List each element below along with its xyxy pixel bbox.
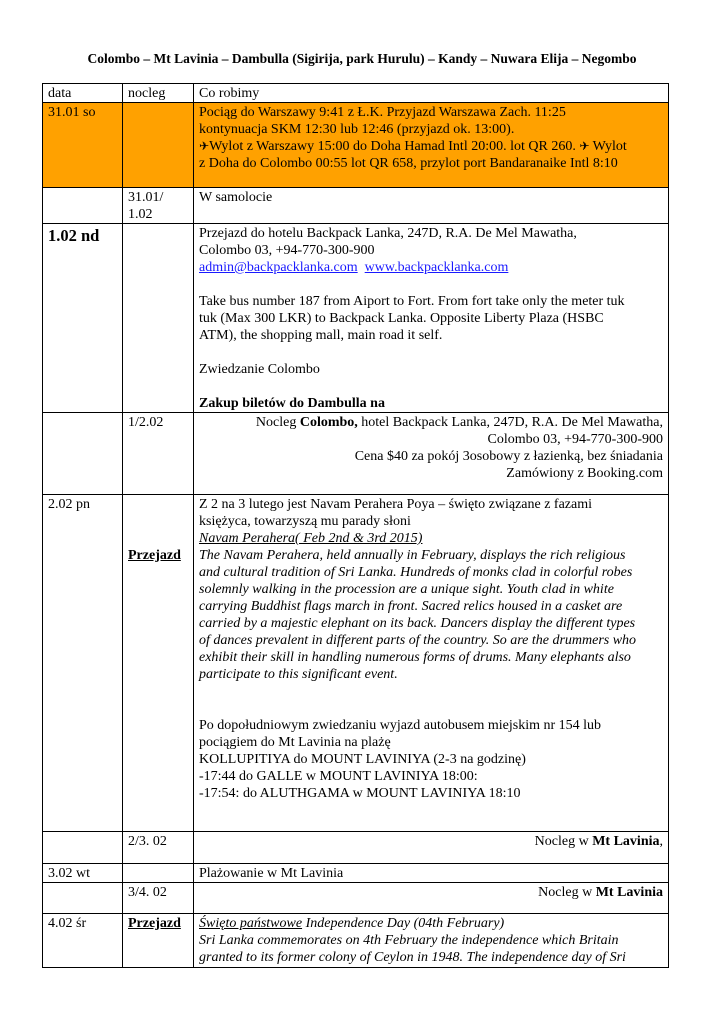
plan-cell: W samolocie <box>194 188 669 224</box>
text-line: of dances prevalent in different parts of the country. So are the drummers who <box>199 633 637 648</box>
night-cell: 2/3. 02 <box>123 832 194 864</box>
header-row <box>43 84 669 103</box>
text-line: Zakup biletów do Dambulla na <box>199 396 385 411</box>
date-cell <box>43 188 123 224</box>
plan-cell: Nocleg w Mt Lavinia, <box>194 832 669 864</box>
table-row <box>43 883 669 914</box>
text-line: księżyca, towarzyszą mu parady słoni <box>199 514 411 529</box>
table-row <box>43 224 669 413</box>
text-line: ✈Wylot z Warszawy 15:00 do Doha Hamad Intl 20:00. lot QR 260. ✈ Wylot <box>199 139 627 154</box>
text-line: participate to this significant event. <box>199 667 398 682</box>
table-row <box>43 103 669 188</box>
text-line: Sri Lanka commemorates on 4th February the independence which Britain <box>199 933 619 948</box>
text-line: Cena $40 za pokój 3osobowy z łazienką, bez śniadania <box>354 449 663 464</box>
text-line: KOLLUPITIYA do MOUNT LAVINIYA (2-3 na godzinę) <box>199 752 526 767</box>
plan-cell <box>194 495 669 832</box>
text-line: The Navam Perahera, held annually in February, displays the rich religious <box>199 548 626 563</box>
text-line: and cultural tradition of Sri Lanka. Hundreds of monks clad in colorful robes <box>199 565 633 580</box>
text-line: kontynuacja SKM 12:30 lub 12:46 (przyjazd ok. 13:00). <box>199 122 515 137</box>
plan-cell: Nocleg w Mt Lavinia <box>194 883 669 914</box>
date-cell <box>43 832 123 864</box>
text-line: carrying Buddhist flags march in front. Sacred relics housed in a casket are <box>199 599 623 614</box>
text-line: Pociąg do Warszawy 9:41 z Ł.K. Przyjazd Warszawa Zach. 11:25 <box>199 105 566 120</box>
night-cell <box>123 103 194 188</box>
plan-cell <box>194 224 669 413</box>
text-line: Przejazd do hotelu Backpack Lanka, 247D, R.A. De Mel Mawatha, <box>199 226 577 241</box>
plan-cell <box>194 413 669 495</box>
date-cell <box>43 883 123 914</box>
date-cell: 31.01 so <box>43 103 123 188</box>
table-row <box>43 914 669 968</box>
website-link[interactable]: www.backpacklanka.com <box>364 260 509 275</box>
table-row <box>43 495 669 832</box>
airplane-icon: ✈ <box>579 139 590 153</box>
night-cell <box>123 224 194 413</box>
night-cell <box>123 864 194 883</box>
night-cell: 3/4. 02 <box>123 883 194 914</box>
text-line: tuk (Max 300 LKR) to Backpack Lanka. Opposite Liberty Plaza (HSBC <box>199 311 604 326</box>
plan-cell: Plażowanie w Mt Lavinia <box>194 864 669 883</box>
table-row <box>43 864 669 883</box>
text-line: -17:44 do GALLE w MOUNT LAVINIYA 18:00: <box>199 769 478 784</box>
date-cell: 3.02 wt <box>43 864 123 883</box>
email-link[interactable]: admin@backpacklanka.com <box>199 260 358 275</box>
plan-cell <box>194 103 669 188</box>
date-cell <box>43 413 123 495</box>
text-line: ATM), the shopping mall, main road it self. <box>199 328 443 343</box>
header-plan: Co robimy <box>194 84 669 103</box>
text-line: granted to its former colony of Ceylon in 1948. The independence day of Sri <box>199 950 626 965</box>
night-cell: Przejazd <box>123 495 194 832</box>
text-line: carried by a majestic elephant on its back. Dancers display the different types <box>199 616 636 631</box>
night-cell: Przejazd <box>123 914 194 968</box>
text-line: Colombo 03, +94-770-300-900 <box>199 243 375 258</box>
header-night: nocleg <box>123 84 194 103</box>
date-cell: 1.02 nd <box>43 224 123 413</box>
itinerary-table <box>42 83 669 968</box>
text-line: exhibit their skill in handling numerous forms of drums. Many elephants also <box>199 650 631 665</box>
text-line: Nocleg Colombo, hotel Backpack Lanka, 247D, R.A. De Mel Mawatha, <box>255 415 663 430</box>
table-row <box>43 832 669 864</box>
text-line: Z 2 na 3 lutego jest Navam Perahera Poya – święto związane z fazami <box>199 497 593 512</box>
text-line: Po dopołudniowym zwiedzaniu wyjazd autobusem miejskim nr 154 lub <box>199 718 602 733</box>
airplane-icon: ✈ <box>199 139 210 153</box>
text-line <box>199 259 663 276</box>
text-line: z Doha do Colombo 00:55 lot QR 658, przylot port Bandaranaike Intl 8:10 <box>199 156 618 171</box>
text-line: -17:54: do ALUTHGAMA w MOUNT LAVINIYA 18:10 <box>199 786 521 801</box>
text-line: pociągiem do Mt Lavinia na plażę <box>199 735 391 750</box>
text-line: Navam Perahera( Feb 2nd & 3rd 2015) <box>199 531 423 546</box>
date-cell: 4.02 śr <box>43 914 123 968</box>
text-line: Święto państwowe Independence Day (04th February) <box>199 916 505 931</box>
night-cell: 1/2.02 <box>123 413 194 495</box>
header-date: data <box>43 84 123 103</box>
text-line: Zwiedzanie Colombo <box>199 362 320 377</box>
table-row <box>43 413 669 495</box>
text-line: Take bus number 187 from Aiport to Fort. From fort take only the meter tuk <box>199 294 625 309</box>
document-title: Colombo – Mt Lavinia – Dambulla (Sigirija, park Hurulu) – Kandy – Nuwara Elija – Negombo <box>87 51 637 66</box>
date-cell: 2.02 pn <box>43 495 123 832</box>
text-line: Zamówiony z Booking.com <box>506 466 663 481</box>
text-line: Colombo 03, +94-770-300-900 <box>487 432 663 447</box>
table-row <box>43 188 669 224</box>
night-cell: 31.01/ 1.02 <box>123 188 194 224</box>
plan-cell <box>194 914 669 968</box>
text-line: solemnly walking in the procession are a unique sight. Youth clad in white <box>199 582 614 597</box>
